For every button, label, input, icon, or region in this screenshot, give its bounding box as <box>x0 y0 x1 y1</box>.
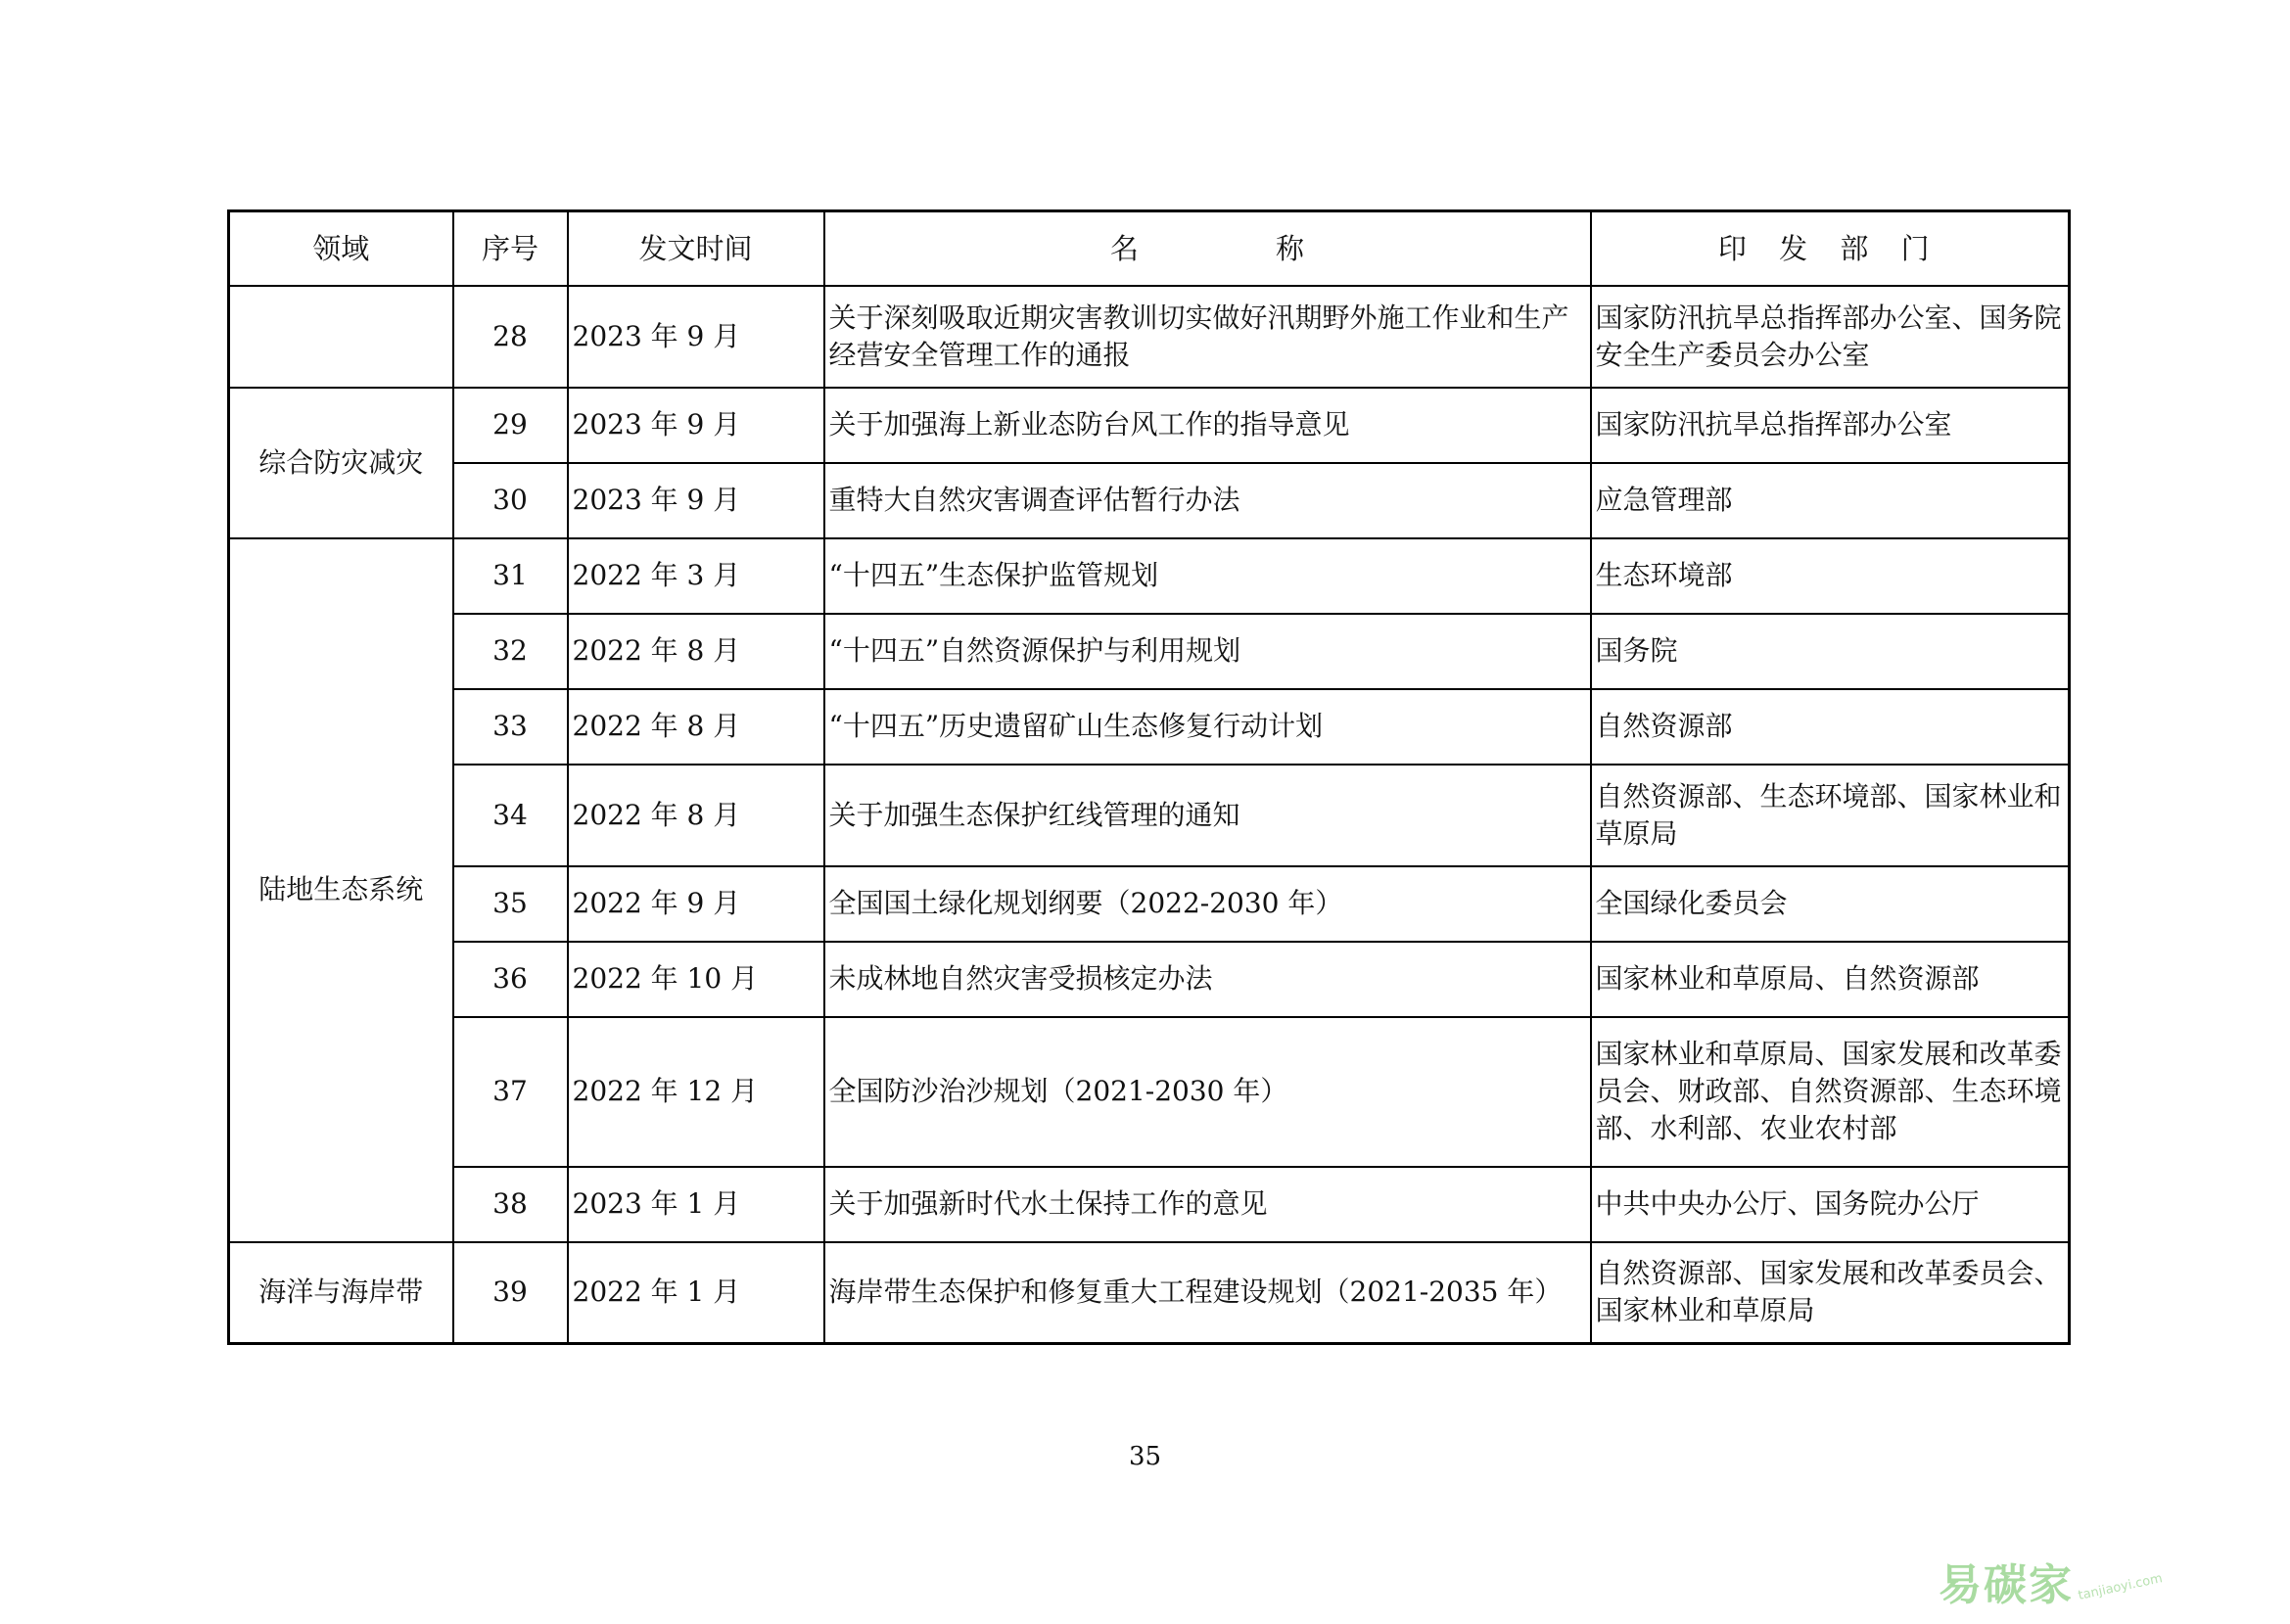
table-row <box>229 765 2070 866</box>
header-index: 序号 <box>453 211 568 286</box>
row-date: 2022 年 8 月 <box>568 689 824 765</box>
row-issuer: 自然资源部 <box>1591 689 2070 765</box>
row-issuer: 自然资源部、国家发展和改革委员会、国家林业和草原局 <box>1591 1242 2070 1344</box>
table-row <box>229 463 2070 538</box>
row-number: 32 <box>453 614 568 689</box>
table-row <box>229 1017 2070 1167</box>
table-row <box>229 1242 2070 1344</box>
row-name: “十四五”生态保护监管规划 <box>824 538 1591 614</box>
row-date: 2023 年 9 月 <box>568 286 824 388</box>
row-issuer: 国家林业和草原局、国家发展和改革委员会、财政部、自然资源部、生态环境部、水利部、农业农村部 <box>1591 1017 2070 1167</box>
row-name: 关于加强新时代水土保持工作的意见 <box>824 1167 1591 1242</box>
row-name: 全国防沙治沙规划（2021-2030 年） <box>824 1017 1591 1167</box>
table-row <box>229 538 2070 614</box>
row-number: 38 <box>453 1167 568 1242</box>
row-date: 2022 年 8 月 <box>568 614 824 689</box>
group-cell <box>229 286 453 388</box>
row-number: 36 <box>453 942 568 1017</box>
group-cell: 海洋与海岸带 <box>229 1242 453 1344</box>
header-row <box>229 211 2070 286</box>
row-name: 关于加强生态保护红线管理的通知 <box>824 765 1591 866</box>
row-date: 2023 年 1 月 <box>568 1167 824 1242</box>
watermark-subtext: tanjiaoyi.com <box>2077 1571 2165 1603</box>
header-date: 发文时间 <box>568 211 824 286</box>
row-date: 2022 年 10 月 <box>568 942 824 1017</box>
row-name: 关于加强海上新业态防台风工作的指导意见 <box>824 388 1591 463</box>
row-number: 30 <box>453 463 568 538</box>
row-name: “十四五”历史遗留矿山生态修复行动计划 <box>824 689 1591 765</box>
row-issuer: 中共中央办公厅、国务院办公厅 <box>1591 1167 2070 1242</box>
row-date: 2023 年 9 月 <box>568 388 824 463</box>
row-issuer: 国家防汛抗旱总指挥部办公室 <box>1591 388 2070 463</box>
watermark-text: 易碳家 <box>1939 1560 2074 1610</box>
watermark-logo <box>1939 1558 2262 1613</box>
row-name: “十四五”自然资源保护与利用规划 <box>824 614 1591 689</box>
row-issuer: 自然资源部、生态环境部、国家林业和草原局 <box>1591 765 2070 866</box>
row-issuer: 应急管理部 <box>1591 463 2070 538</box>
table-row <box>229 689 2070 765</box>
row-issuer: 全国绿化委员会 <box>1591 866 2070 942</box>
row-name: 海岸带生态保护和修复重大工程建设规划（2021-2035 年） <box>824 1242 1591 1344</box>
row-name: 未成林地自然灾害受损核定办法 <box>824 942 1591 1017</box>
row-issuer: 生态环境部 <box>1591 538 2070 614</box>
header-issuer: 印 发 部 门 <box>1591 211 2070 286</box>
page-number: 35 <box>1128 1442 1162 1471</box>
row-name: 重特大自然灾害调查评估暂行办法 <box>824 463 1591 538</box>
group-cell: 陆地生态系统 <box>229 538 453 1242</box>
row-number: 28 <box>453 286 568 388</box>
row-name: 关于深刻吸取近期灾害教训切实做好汛期野外施工作业和生产经营安全管理工作的通报 <box>824 286 1591 388</box>
row-number: 39 <box>453 1242 568 1344</box>
row-date: 2022 年 8 月 <box>568 765 824 866</box>
table-row <box>229 614 2070 689</box>
document-table <box>227 209 2071 1345</box>
group-cell: 综合防灾减灾 <box>229 388 453 538</box>
row-number: 35 <box>453 866 568 942</box>
table-row <box>229 942 2070 1017</box>
row-date: 2022 年 1 月 <box>568 1242 824 1344</box>
header-name-part2: 称 <box>1276 231 1305 265</box>
row-number: 33 <box>453 689 568 765</box>
row-date: 2022 年 9 月 <box>568 866 824 942</box>
table-row <box>229 1167 2070 1242</box>
row-issuer: 国家防汛抗旱总指挥部办公室、国务院安全生产委员会办公室 <box>1591 286 2070 388</box>
table-row <box>229 388 2070 463</box>
row-name: 全国国土绿化规划纲要（2022-2030 年） <box>824 866 1591 942</box>
header-name-part1: 名 <box>1109 231 1139 265</box>
row-number: 31 <box>453 538 568 614</box>
row-date: 2022 年 3 月 <box>568 538 824 614</box>
table-row <box>229 866 2070 942</box>
row-date: 2023 年 9 月 <box>568 463 824 538</box>
row-date: 2022 年 12 月 <box>568 1017 824 1167</box>
row-number: 34 <box>453 765 568 866</box>
header-field: 领域 <box>229 211 453 286</box>
row-issuer: 国家林业和草原局、自然资源部 <box>1591 942 2070 1017</box>
row-number: 29 <box>453 388 568 463</box>
table-row <box>229 286 2070 388</box>
row-number: 37 <box>453 1017 568 1167</box>
row-issuer: 国务院 <box>1591 614 2070 689</box>
header-name <box>824 211 1591 286</box>
